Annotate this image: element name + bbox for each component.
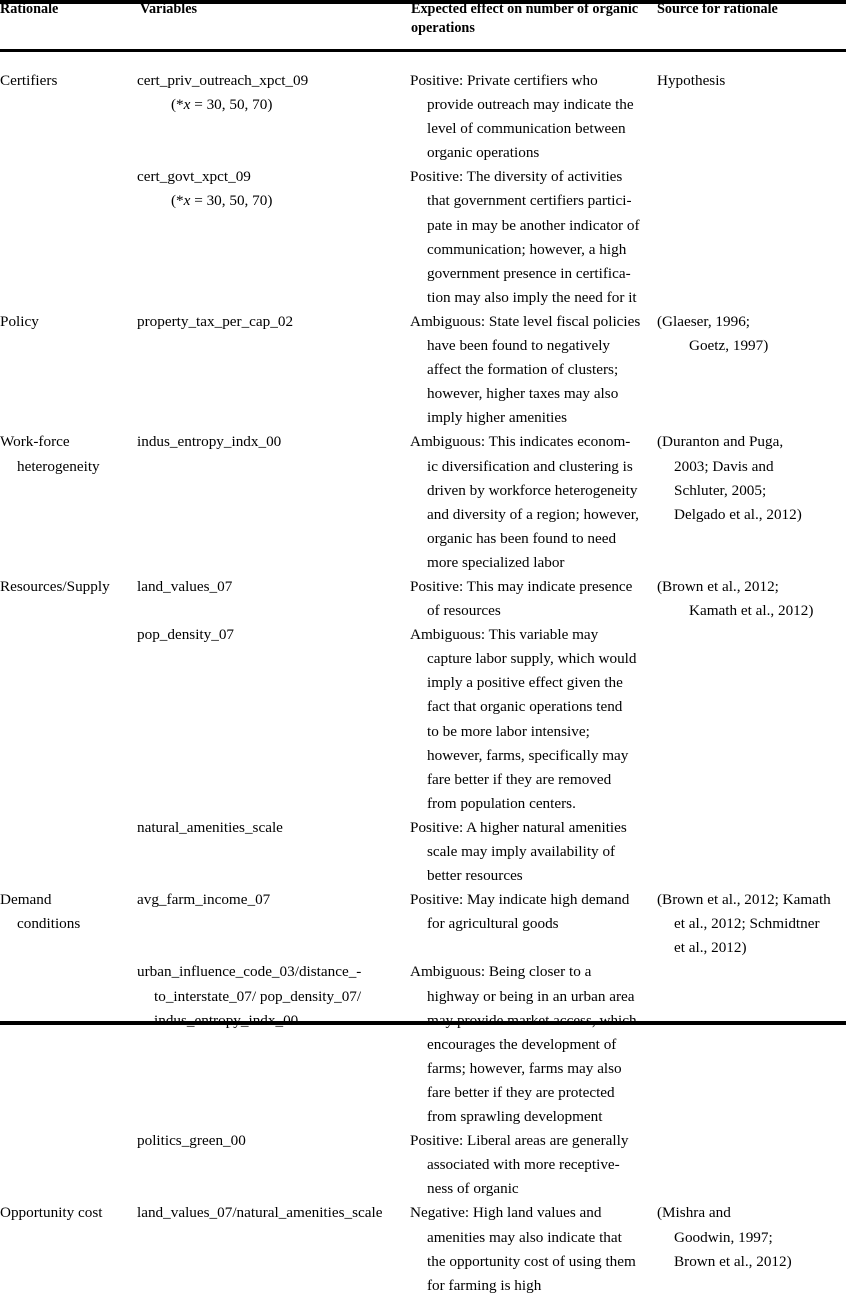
effect-line: ic diversification and clustering is — [427, 457, 633, 475]
effect-line: the opportunity cost of using them — [427, 1252, 636, 1270]
source-line: (Brown et al., 2012; Kamath — [657, 891, 831, 909]
cell-rationale — [0, 430, 137, 575]
variable-note-x: x — [183, 192, 191, 210]
effect-line: ness of organic — [427, 1180, 519, 1198]
effect-line: Negative: High land values and — [410, 1204, 602, 1222]
effect-line: organic operations — [427, 144, 540, 162]
source-line: (Brown et al., 2012; — [657, 577, 779, 595]
cell-source — [657, 310, 846, 430]
effect-line: for agricultural goods — [427, 915, 559, 933]
variable-name: property_tax_per_cap_02 — [137, 312, 294, 330]
cell-source — [657, 816, 846, 888]
effect-line: tion may also imply the need for it — [427, 288, 637, 306]
cell-expected-effect — [410, 69, 657, 165]
effect-line: Positive: Liberal areas are generally — [410, 1132, 629, 1150]
cell-rationale — [0, 310, 137, 430]
source-line: Delgado et al., 2012) — [674, 505, 802, 523]
effect-line: imply higher amenities — [427, 409, 568, 427]
cell-variables — [137, 960, 410, 1129]
variable-name: land_values_07 — [137, 577, 233, 595]
effect-line: associated with more receptive- — [427, 1156, 620, 1174]
variable-note-pre: (* — [171, 192, 184, 210]
source-line: (Duranton and Puga, — [657, 433, 784, 451]
rationale-line: Work-force — [0, 433, 70, 451]
source-line: (Mishra and — [657, 1204, 731, 1222]
effect-line: capture labor supply, which would — [427, 650, 637, 668]
rationale-line: heterogeneity — [17, 457, 100, 475]
cell-variables — [137, 1129, 410, 1201]
effect-line: Positive: Private certifiers who — [410, 72, 598, 89]
rationale-line: Policy — [0, 312, 39, 330]
cell-source — [657, 575, 846, 623]
source-line: Kamath et al., 2012) — [689, 602, 814, 620]
column-header-expected-effect-line2: operations — [411, 20, 475, 36]
cell-rationale — [0, 888, 137, 960]
cell-rationale — [0, 816, 137, 888]
effect-line: however, higher taxes may also — [427, 385, 619, 403]
cell-source — [657, 1201, 846, 1297]
source-line: Hypothesis — [657, 72, 726, 89]
table-row — [0, 430, 846, 575]
cell-expected-effect — [410, 1129, 657, 1201]
table-row — [0, 575, 846, 623]
variable-name: natural_amenities_scale — [137, 818, 283, 836]
effect-line: that government certifiers partici- — [427, 192, 632, 210]
variable-name: indus_entropy_indx_00 — [154, 1011, 299, 1029]
gap-cell — [410, 49, 657, 69]
cell-variables — [137, 623, 410, 816]
source-line: et al., 2012; Schmidtner — [674, 915, 820, 933]
variable-name: urban_influence_code_03/distance_- — [137, 963, 362, 981]
rationale-line: conditions — [17, 915, 81, 933]
effect-line: however, farms, specifically may — [427, 746, 629, 764]
source-line: (Glaeser, 1996; — [657, 312, 751, 330]
cell-expected-effect — [410, 165, 657, 310]
table-row — [0, 888, 846, 960]
effect-line: from population centers. — [427, 794, 576, 812]
effect-line: fare better if they are removed — [427, 770, 612, 788]
column-header-source — [657, 0, 846, 49]
effect-line: Positive: The diversity of activities — [410, 168, 623, 186]
cell-source — [657, 623, 846, 816]
effect-line: affect the formation of clusters; — [427, 361, 619, 379]
effect-line: farms; however, farms may also — [427, 1059, 622, 1077]
effect-line: from sprawling development — [427, 1108, 603, 1126]
rationale-line: Certifiers — [0, 72, 58, 89]
effect-line: communication; however, a high — [427, 240, 627, 258]
variable-note — [137, 189, 410, 213]
column-header-variables-label: Variables — [140, 1, 198, 17]
effect-line: driven by workforce heterogeneity — [427, 481, 638, 499]
effect-line: may provide market access, which — [427, 1011, 637, 1029]
table-row — [0, 816, 846, 888]
cell-variables — [137, 69, 410, 165]
cell-source — [657, 430, 846, 575]
cell-expected-effect — [410, 888, 657, 960]
column-header-rationale — [0, 0, 137, 49]
effect-line: provide outreach may indicate the — [427, 96, 634, 114]
table-row — [0, 69, 846, 165]
table-header — [0, 0, 846, 49]
effect-line: level of communication between — [427, 120, 626, 138]
cell-expected-effect — [410, 1201, 657, 1297]
effect-line: have been found to negatively — [427, 337, 611, 355]
column-header-variables — [137, 0, 410, 49]
column-header-expected-effect-line1: Expected effect on number of organic — [411, 1, 639, 17]
cell-rationale — [0, 69, 137, 165]
cell-source — [657, 888, 846, 960]
effect-line: to be more labor intensive; — [427, 722, 590, 740]
cell-expected-effect — [410, 960, 657, 1129]
effect-line: Positive: May indicate high demand — [410, 891, 630, 909]
effect-line: organic has been found to need — [427, 529, 617, 547]
cell-rationale — [0, 960, 137, 1129]
rationale-line: Opportunity cost — [0, 1204, 103, 1222]
effect-line: imply a positive effect given the — [427, 674, 623, 692]
cell-variables — [137, 888, 410, 960]
cell-rationale — [0, 1201, 137, 1297]
effect-line: and diversity of a region; however, — [427, 505, 639, 523]
cell-expected-effect — [410, 816, 657, 888]
column-header-source-label: Source for rationale — [657, 1, 778, 17]
table-row — [0, 165, 846, 310]
header-body-gap — [0, 49, 846, 69]
effect-line: pate in may be another indicator of — [427, 216, 640, 234]
source-line: Goodwin, 1997; — [674, 1228, 773, 1246]
effect-line: fact that organic operations tend — [427, 698, 623, 716]
variable-note-post: = 30, 50, 70) — [190, 96, 273, 114]
effect-line: amenities may also indicate that — [427, 1228, 622, 1246]
variable-note-x: x — [183, 96, 191, 114]
variable-name: indus_entropy_indx_00 — [137, 433, 282, 451]
effect-line: fare better if they are protected — [427, 1083, 615, 1101]
source-line: Brown et al., 2012) — [674, 1252, 792, 1270]
cell-expected-effect — [410, 623, 657, 816]
source-line: Goetz, 1997) — [689, 337, 769, 355]
table-row — [0, 623, 846, 816]
cell-expected-effect — [410, 430, 657, 575]
effect-line: Ambiguous: State level fiscal policies — [410, 312, 641, 330]
cell-variables — [137, 575, 410, 623]
effect-line: highway or being in an urban area — [427, 987, 635, 1005]
column-header-expected-effect — [410, 0, 657, 49]
table-row — [0, 310, 846, 430]
variable-name: politics_green_00 — [137, 1132, 246, 1150]
variable-note — [137, 93, 410, 117]
column-header-rationale-label: Rationale — [0, 1, 59, 17]
rationale-line: Resources/Supply — [0, 577, 110, 595]
rationale-line: Demand — [0, 891, 52, 909]
cell-source — [657, 69, 846, 165]
cell-rationale — [0, 165, 137, 310]
effect-line: better resources — [427, 867, 523, 885]
effect-line: Ambiguous: This variable may — [410, 626, 599, 644]
effect-line: encourages the development of — [427, 1035, 617, 1053]
cell-rationale — [0, 1129, 137, 1201]
variable-name: cert_govt_xpct_09 — [137, 168, 251, 186]
effect-line: government presence in certifica- — [427, 264, 631, 282]
effect-line: more specialized labor — [427, 553, 565, 571]
cell-expected-effect — [410, 575, 657, 623]
variable-name: pop_density_07 — [137, 626, 235, 644]
gap-cell — [137, 49, 410, 69]
variable-name: avg_farm_income_07 — [137, 891, 271, 909]
effect-line: for farming is high — [427, 1276, 542, 1294]
variable-name: land_values_07/natural_amenities_scale — [137, 1204, 383, 1222]
cell-variables — [137, 430, 410, 575]
cell-rationale — [0, 575, 137, 623]
cell-source — [657, 960, 846, 1129]
effect-line: Positive: A higher natural amenities — [410, 818, 627, 836]
cell-variables — [137, 1201, 410, 1297]
effect-line: Ambiguous: This indicates econom- — [410, 433, 631, 451]
cell-rationale — [0, 623, 137, 816]
effect-line: Positive: This may indicate presence — [410, 577, 633, 595]
source-line: 2003; Davis and — [674, 457, 774, 475]
table-body — [0, 49, 846, 1298]
variable-name: to_interstate_07/ pop_density_07/ — [154, 987, 362, 1005]
table-row — [0, 1201, 846, 1297]
variable-name: cert_priv_outreach_xpct_09 — [137, 72, 309, 89]
source-line: et al., 2012) — [674, 939, 747, 957]
cell-variables — [137, 310, 410, 430]
cell-variables — [137, 165, 410, 310]
variable-note-post: = 30, 50, 70) — [190, 192, 273, 210]
table-row — [0, 1129, 846, 1201]
source-line: Schluter, 2005; — [674, 481, 767, 499]
effect-line: of resources — [427, 602, 501, 620]
cell-source — [657, 165, 846, 310]
effect-line: Ambiguous: Being closer to a — [410, 963, 592, 981]
table-row — [0, 960, 846, 1129]
cell-expected-effect — [410, 310, 657, 430]
cell-variables — [137, 816, 410, 888]
cell-source — [657, 1129, 846, 1201]
header-row — [0, 0, 846, 49]
gap-cell — [0, 49, 137, 69]
gap-cell — [657, 49, 846, 69]
variable-note-pre: (* — [171, 96, 184, 114]
effect-line: scale may imply availability of — [427, 843, 616, 860]
